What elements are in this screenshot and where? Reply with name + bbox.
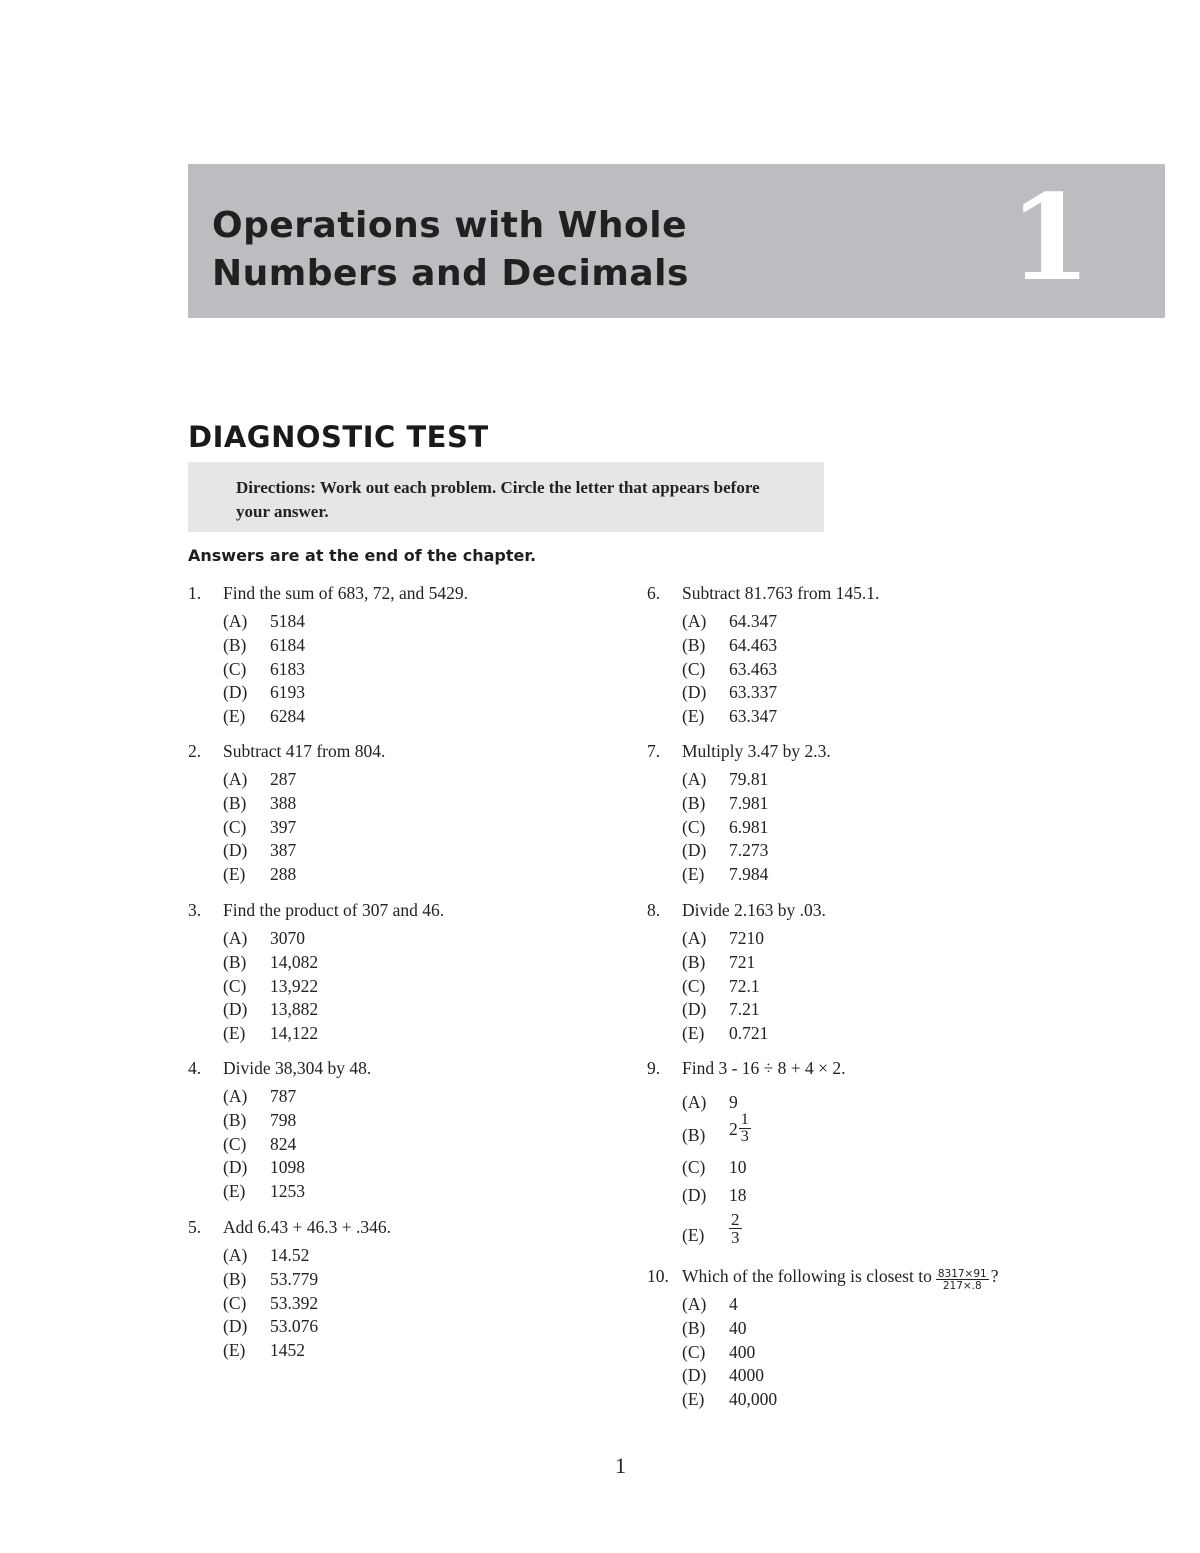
choice-value: 40,000 <box>729 1389 778 1410</box>
question-text: Add 6.43 + 46.3 + .346. <box>223 1217 392 1237</box>
choice-letter: (C) <box>682 1341 706 1362</box>
choice-letter: (D) <box>223 840 248 861</box>
choice-letter: (B) <box>223 792 247 813</box>
chapter-banner <box>188 164 1165 318</box>
choice-value: 63.337 <box>729 682 778 703</box>
choice-value: 787 <box>270 1086 297 1106</box>
choice-value: 13,922 <box>270 975 319 996</box>
question-number: 1. <box>188 583 202 603</box>
choice-value: 1098 <box>270 1157 305 1178</box>
choice-value: 6193 <box>270 682 305 703</box>
chapter-number: 1 <box>1008 168 1091 307</box>
choice-value: 824 <box>270 1133 297 1154</box>
choice-value: 3070 <box>270 928 305 948</box>
choice-value: 63.463 <box>729 658 778 679</box>
choice-value: 7.273 <box>729 840 769 861</box>
choice-letter: (C) <box>223 1292 247 1313</box>
choice-letter: (A) <box>682 611 707 631</box>
choice-letter: (A) <box>223 1245 248 1265</box>
choice-value: 721 <box>729 951 756 972</box>
choice-letter: (A) <box>682 1092 707 1112</box>
choice-value: 14,122 <box>270 1023 319 1044</box>
choice-value: 14,082 <box>270 951 319 972</box>
choice-value: 6.981 <box>729 816 769 837</box>
fraction-numerator: 8317×91 <box>937 1267 987 1280</box>
choice-value: 400 <box>729 1341 756 1362</box>
choice-value: 6183 <box>270 658 305 679</box>
choice-value: 13,882 <box>270 999 319 1020</box>
choice-letter: (C) <box>682 816 706 837</box>
choice-value: 5184 <box>270 611 305 631</box>
directions-text: Directions: Work out each problem. Circle the letter that appears before your answer. <box>236 478 760 521</box>
fraction <box>739 1112 751 1145</box>
choice-letter: (E) <box>223 1340 246 1361</box>
choice-value: 287 <box>270 769 297 789</box>
choice-letter: (B) <box>223 951 247 972</box>
mixed-number-whole: 2 <box>729 1118 738 1139</box>
choice-letter: (D) <box>682 840 707 861</box>
choice-letter: (E) <box>223 1181 246 1202</box>
choice-value: 7.981 <box>729 792 769 813</box>
choice-value: 7.984 <box>729 864 769 885</box>
choice-b[interactable] <box>647 1111 847 1147</box>
choice-letter: (D) <box>223 1316 248 1337</box>
question-text: Find 3 - 16 ÷ 8 + 4 × 2. <box>682 1058 846 1078</box>
choice-value: 6184 <box>270 634 305 655</box>
choice-value: 288 <box>270 864 297 885</box>
choice-value: 397 <box>270 816 297 837</box>
chapter-title-line-1: Operations with Whole <box>212 205 688 246</box>
question-text: Divide 2.163 by .03. <box>682 900 826 920</box>
choice-letter: (B) <box>682 1317 706 1338</box>
choice-value: 9 <box>729 1092 738 1112</box>
question-number: 7. <box>647 741 661 761</box>
fraction-numerator: 1 <box>740 1111 749 1128</box>
question-number: 5. <box>188 1217 202 1237</box>
choice-letter: (B) <box>682 634 706 655</box>
choice-letter: (B) <box>223 634 247 655</box>
question-text: Multiply 3.47 by 2.3. <box>682 741 831 761</box>
choice-letter: (B) <box>682 951 706 972</box>
directions-box <box>188 462 824 532</box>
choice-value: 40 <box>729 1317 747 1338</box>
chapter-title-line-2: Numbers and Decimals <box>212 253 689 294</box>
choice-value: 10 <box>729 1157 747 1177</box>
expression-fraction <box>936 1269 989 1292</box>
choice-letter: (E) <box>682 1023 705 1044</box>
answers-note: Answers are at the end of the chapter. <box>188 546 537 565</box>
choice-letter: (B) <box>682 1125 706 1145</box>
fraction-denominator: 217×.8 <box>936 1279 989 1292</box>
choice-value: 0.721 <box>729 1023 769 1044</box>
choice-value: 79.81 <box>729 769 769 789</box>
choice-letter: (C) <box>682 658 706 679</box>
choice-value: 388 <box>270 792 297 813</box>
choice-value: 72.1 <box>729 975 760 996</box>
choice-letter: (A) <box>682 1294 707 1314</box>
choice-letter: (A) <box>682 769 707 789</box>
choice-letter: (A) <box>223 928 248 948</box>
choice-letter: (D) <box>682 682 707 703</box>
choice-letter: (B) <box>223 1109 247 1130</box>
choice-letter: (C) <box>223 658 247 679</box>
choice-letter: (D) <box>223 1157 248 1178</box>
choice-value: 53.779 <box>270 1268 319 1289</box>
choice-letter: (A) <box>223 1086 248 1106</box>
choice-value: 63.347 <box>729 706 778 727</box>
question-number: 6. <box>647 583 661 603</box>
question-number: 10. <box>647 1266 669 1286</box>
question-text: Find the sum of 683, 72, and 5429. <box>223 583 468 603</box>
choice-letter: (C) <box>223 816 247 837</box>
choice-letter: (E) <box>682 864 705 885</box>
question-text: Subtract 417 from 804. <box>223 741 386 761</box>
choice-value: 64.463 <box>729 634 778 655</box>
choice-value: 14.52 <box>270 1245 310 1265</box>
question-number: 8. <box>647 900 661 920</box>
choice-letter: (E) <box>682 1389 705 1410</box>
choice-value: 1253 <box>270 1181 305 1202</box>
chapter-title <box>212 202 689 298</box>
fraction-numerator: 2 <box>731 1210 740 1229</box>
choice-value: 64.347 <box>729 611 778 631</box>
choice-letter: (A) <box>223 769 248 789</box>
choice-letter: (E) <box>223 706 246 727</box>
choice-letter: (E) <box>223 864 246 885</box>
section-heading: DIAGNOSTIC TEST <box>188 420 489 454</box>
question-text-end: ? <box>990 1266 999 1286</box>
question-text: Subtract 81.763 from 145.1. <box>682 583 880 603</box>
choice-value: 798 <box>270 1109 297 1130</box>
choice-value: 7.21 <box>729 999 760 1020</box>
choice-letter: (D) <box>223 999 248 1020</box>
choice-letter: (A) <box>682 928 707 948</box>
choice-letter: (E) <box>682 1225 705 1245</box>
choice-value: 53.392 <box>270 1292 319 1313</box>
question-number: 2. <box>188 741 202 761</box>
choice-letter: (D) <box>682 1365 707 1386</box>
choice-e[interactable] <box>647 1210 847 1247</box>
question-text <box>682 1264 999 1292</box>
choice-letter: (A) <box>223 611 248 631</box>
choice-letter: (D) <box>682 1185 707 1205</box>
choice-value: 1452 <box>270 1340 305 1361</box>
choice-letter: (E) <box>682 706 705 727</box>
choice-c[interactable] <box>647 1155 847 1179</box>
page-number: 1 <box>615 1453 626 1478</box>
choice-value: 4 <box>729 1294 738 1314</box>
choice-value: 6284 <box>270 706 305 727</box>
question-number: 4. <box>188 1058 202 1078</box>
fraction <box>729 1211 742 1246</box>
choice-letter: (E) <box>223 1023 246 1044</box>
question-text-start: Which of the following is closest to <box>682 1266 932 1286</box>
choice-letter: (C) <box>682 975 706 996</box>
fraction-denominator: 3 <box>740 1128 749 1145</box>
question-number: 3. <box>188 900 202 920</box>
choice-value: 7210 <box>729 928 764 948</box>
choice-d[interactable] <box>647 1183 847 1207</box>
choice-value: 4000 <box>729 1365 764 1386</box>
choice-value: 387 <box>270 840 297 861</box>
choice-letter: (C) <box>682 1157 706 1177</box>
choice-letter: (C) <box>223 975 247 996</box>
fraction <box>729 1211 742 1246</box>
choice-letter: (B) <box>223 1268 247 1289</box>
question-text: Divide 38,304 by 48. <box>223 1058 372 1078</box>
question-number: 9. <box>647 1058 661 1078</box>
mixed-number <box>729 1112 751 1145</box>
question-text: Find the product of 307 and 46. <box>223 900 445 920</box>
choice-letter: (D) <box>682 999 707 1020</box>
choice-letter: (B) <box>682 792 706 813</box>
choice-letter: (C) <box>223 1133 247 1154</box>
choice-value: 18 <box>729 1185 747 1205</box>
choice-value: 53.076 <box>270 1316 319 1337</box>
choice-letter: (D) <box>223 682 248 703</box>
fraction-denominator: 3 <box>731 1228 740 1247</box>
